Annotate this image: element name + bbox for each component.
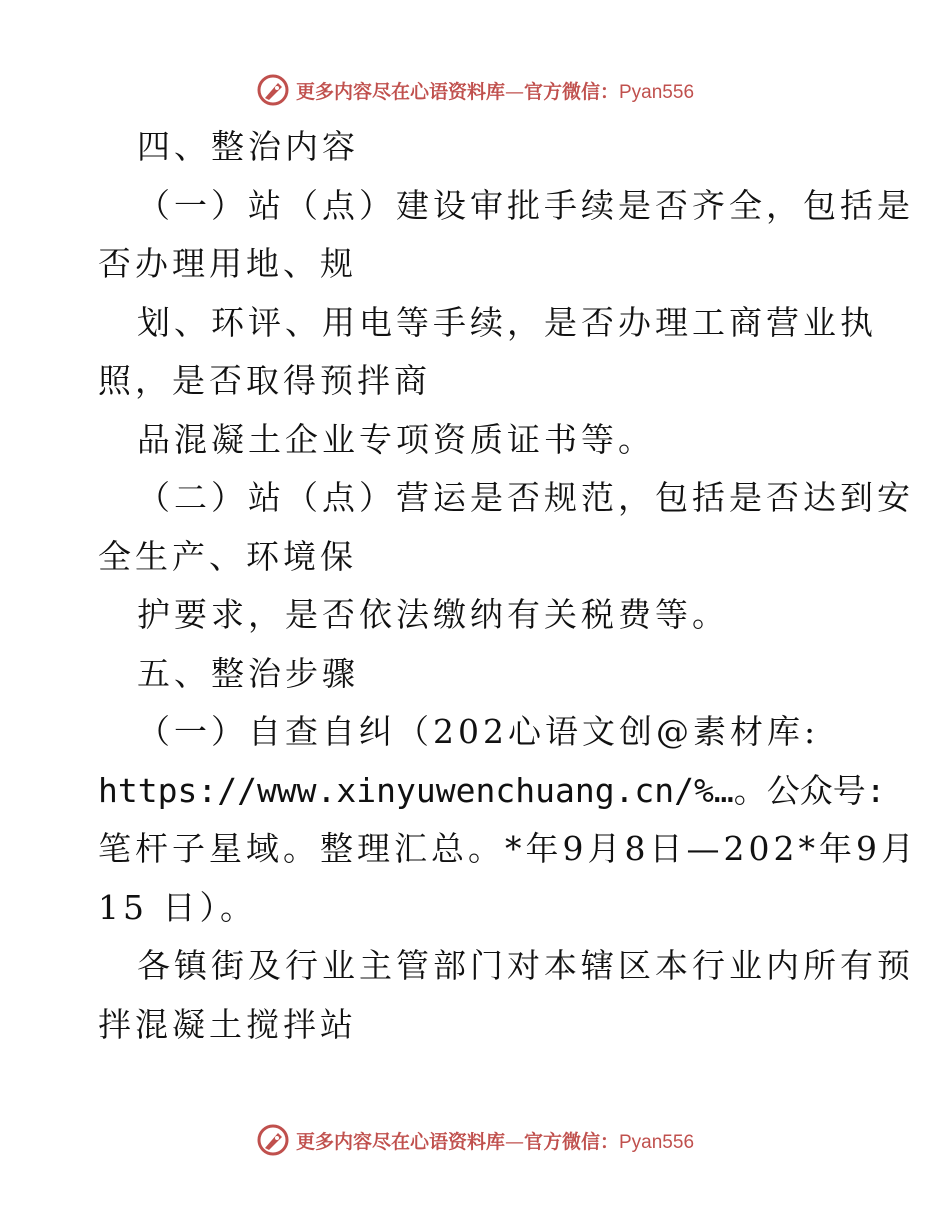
watermark-text <box>296 77 694 104</box>
header-watermark <box>0 70 950 110</box>
watermark-account: Pyan556 <box>619 1131 695 1153</box>
watermark-account: Pyan556 <box>619 81 695 103</box>
paragraph-line: （一）自查自纠（202心语文创@素材库: <box>137 712 820 751</box>
paragraph-line-url: https://www.xinyuwenchuang.cn/%…。公众号: <box>98 770 886 810</box>
paragraph-line: 否办理用地、规 <box>98 244 357 283</box>
document-body <box>98 118 918 1054</box>
paragraph-line: （一）站（点）建设审批手续是否齐全，包括是 <box>137 185 914 225</box>
pen-nib-logo-icon <box>256 73 290 107</box>
paragraph-line: 全生产、环境保 <box>98 536 357 576</box>
watermark-suffix: 官方微信： <box>523 80 619 103</box>
watermark-text <box>296 1127 694 1154</box>
paragraph-line: （二）站（点）营运是否规范，包括是否达到安 <box>137 478 914 517</box>
watermark-suffix: 官方微信： <box>523 1130 619 1153</box>
paragraph-line: 各镇街及行业主管部门对本辖区本行业内所有预 <box>137 946 914 985</box>
paragraph-line: 笔杆子星域。整理汇总。*年9月8日—202*年9月 <box>98 829 918 868</box>
footer-watermark <box>0 1120 950 1160</box>
pen-nib-logo-icon <box>256 1123 290 1157</box>
section-heading: 四、整治内容 <box>137 127 359 166</box>
section-heading: 五、整治步骤 <box>137 653 359 693</box>
watermark-main: 更多内容尽在心语资料库 <box>295 1130 505 1153</box>
paragraph-line: 15 日）。 <box>98 887 257 927</box>
watermark-separator: — <box>504 80 524 103</box>
paragraph-line: 拌混凝土搅拌站 <box>98 1004 357 1044</box>
paragraph-line: 品混凝土企业专项资质证书等。 <box>137 419 655 459</box>
watermark-main: 更多内容尽在心语资料库 <box>295 80 505 103</box>
paragraph-line: 照，是否取得预拌商 <box>98 361 431 400</box>
watermark-separator: — <box>504 1130 524 1153</box>
paragraph-line: 护要求，是否依法缴纳有关税费等。 <box>137 595 729 634</box>
paragraph-line: 划、环评、用电等手续，是否办理工商营业执 <box>137 302 877 342</box>
